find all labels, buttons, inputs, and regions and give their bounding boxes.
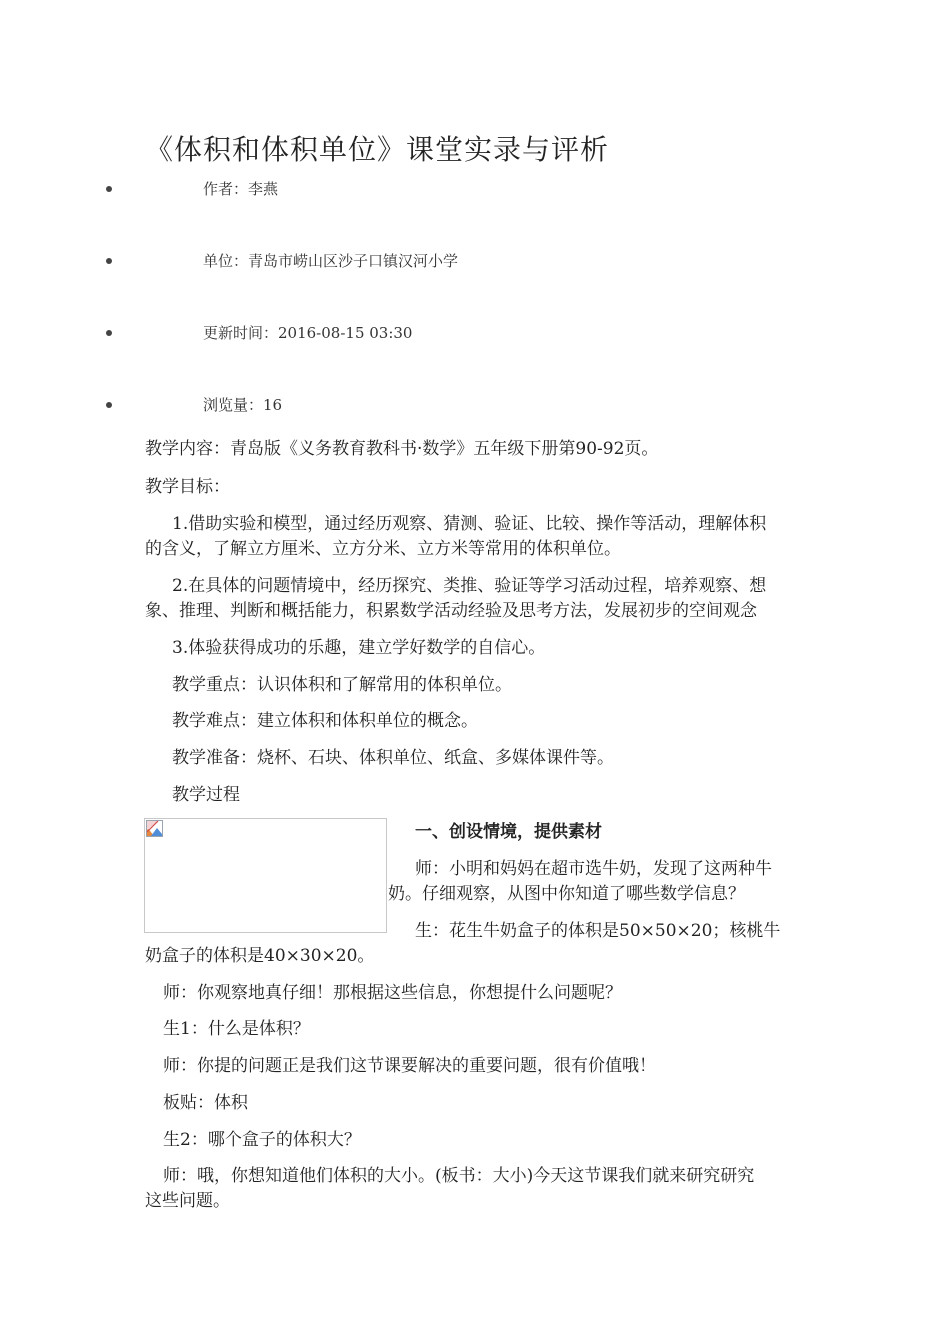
meta-updated: [0, 322, 950, 346]
student-2: 生1：什么是体积？: [163, 1019, 310, 1039]
section-1-heading: 一、创设情境，提供素材: [415, 822, 602, 842]
author-text: 作者：李燕: [203, 180, 279, 198]
meta-author: [0, 178, 950, 202]
page-title: 《体积和体积单位》课堂实录与评析: [145, 133, 610, 166]
goal-1-line-1: 1.借助实验和模型，通过经历观察、猜测、验证、比较、操作等活动，理解体积: [172, 514, 767, 534]
board-note: 板贴：体积: [163, 1093, 248, 1113]
goals-heading: 教学目标：: [145, 477, 230, 497]
bullet-icon: [106, 258, 112, 264]
updated-text: 更新时间：2016-08-15 03:30: [203, 324, 413, 342]
student-3: 生2：哪个盒子的体积大？: [163, 1130, 361, 1150]
teacher-1-line-1: 师：小明和妈妈在超市选牛奶，发现了这两种牛: [415, 859, 772, 879]
bullet-icon: [106, 402, 112, 408]
preparation: 教学准备：烧杯、石块、体积单位、纸盒、多媒体课件等。: [172, 748, 614, 768]
process-heading: 教学过程: [172, 785, 240, 805]
bullet-icon: [106, 186, 112, 192]
student-1-line-2: 奶盒子的体积是40×30×20。: [145, 946, 375, 966]
bullet-icon: [106, 330, 112, 336]
views-text: 浏览量：16: [203, 396, 283, 414]
meta-unit: [0, 250, 950, 274]
broken-image-icon: [146, 820, 163, 837]
milk-boxes-image: [144, 818, 387, 933]
goal-3: 3.体验获得成功的乐趣，建立学好数学的自信心。: [172, 638, 546, 658]
meta-views: [0, 394, 950, 418]
goal-1-line-2: 的含义，了解立方厘米、立方分米、立方米等常用的体积单位。: [145, 539, 621, 559]
goal-2-line-2: 象、推理、判断和概括能力，积累数学活动经验及思考方法，发展初步的空间观念: [145, 601, 757, 621]
teacher-4-line-2: 这些问题。: [145, 1191, 230, 1211]
teacher-1-line-2: 奶。仔细观察，从图中你知道了哪些数学信息？: [388, 884, 745, 904]
teacher-4-line-1: 师：哦，你想知道他们体积的大小。(板书：大小)今天这节课我们就来研究研究: [163, 1166, 755, 1186]
teaching-content: 教学内容：青岛版《义务教育教科书·数学》五年级下册第90-92页。: [145, 439, 659, 459]
unit-text: 单位：青岛市崂山区沙子口镇汉河小学: [203, 252, 459, 270]
student-1-line-1: 生：花生牛奶盒子的体积是50×50×20；核桃牛: [415, 921, 781, 941]
teacher-2: 师：你观察地真仔细！那根据这些信息，你想提什么问题呢？: [163, 983, 622, 1003]
key-point: 教学重点：认识体积和了解常用的体积单位。: [172, 675, 512, 695]
difficulty: 教学难点：建立体积和体积单位的概念。: [172, 711, 478, 731]
goal-2-line-1: 2.在具体的问题情境中，经历探究、类推、验证等学习活动过程，培养观察、想: [172, 576, 767, 596]
teacher-3: 师：你提的问题正是我们这节课要解决的重要问题，很有价值哦！: [163, 1056, 656, 1076]
